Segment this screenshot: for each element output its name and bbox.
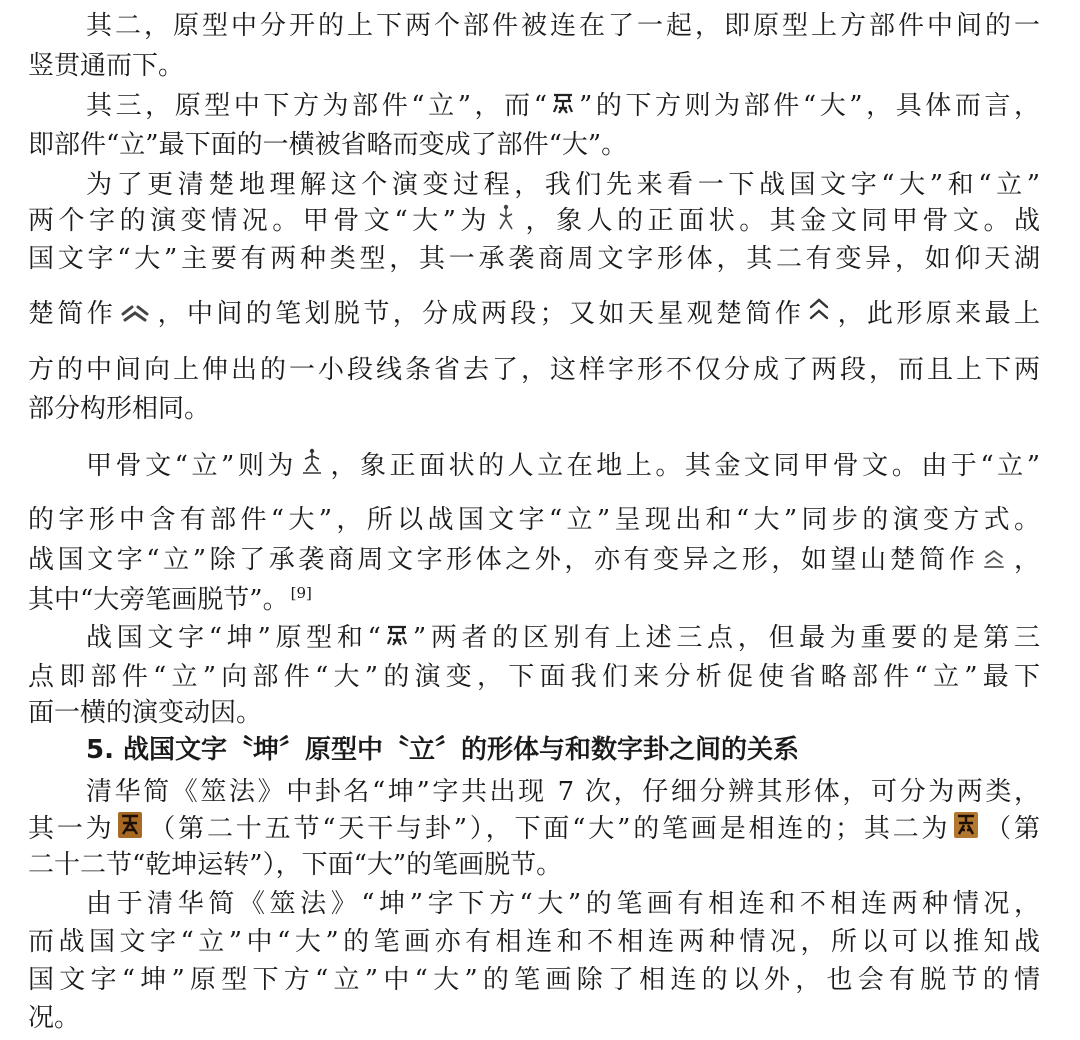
text-segment: 其三，原型中下方为部件“立”，而“ [86,91,547,121]
text-segment: 竖贯通而下。 [28,51,185,81]
text-segment: 楚简作 [28,299,117,329]
text-segment: 点即部件“立”向部件“大”的演变，下面我们来分析促使省略部件“立”最下 [28,662,1040,692]
text-line [28,924,1040,960]
text-segment: 其一为 [28,814,115,844]
text-segment: 面一横的演变动因。 [28,698,263,728]
bamboo-li-glyph [982,543,1006,579]
text-segment: 为了更清楚地理解这个演变过程，我们先来看一下战国文字“大”和“立” [86,170,1040,200]
text-segment: 方的中间向上伸出的一小段线条省去了，这样字形不仅分成了两段，而且上下两 [28,355,1040,385]
text-line [28,202,1040,242]
text-segment: ”的下方则为部件“大”，具体而言， [579,91,1040,121]
text-line [86,8,1040,44]
text-line [28,811,1040,848]
text-segment: 两个字的演变情况。甲骨文“大”为 [28,206,492,236]
text-segment: ，象人的正面状。其金文同甲骨文。战 [521,206,1040,236]
kun-slip-glyph-1 [118,812,142,848]
text-line [28,659,1040,695]
text-segment: 部分构形相同。 [28,394,211,424]
text-line [28,1000,1040,1036]
text-segment: 二十二节“乾坤运转”），下面“大”的笔画脱节。 [28,850,563,880]
text-line [86,620,1040,657]
text-segment: 国文字“坤”原型下方“立”中“大”的笔画除了相连的以外，也会有脱节的情 [28,965,1040,995]
text-line [28,542,1040,579]
text-line [28,847,1040,883]
text-line [28,391,1040,427]
text-segment: 其二，原型中分开的上下两个部件被连在了一起，即原型上方部件中间的一 [86,11,1040,41]
text-line [28,241,1040,277]
text-segment: 的字形中含有部件“大”，所以战国文字“立”呈现出和“大”同步的演变方式。 [28,505,1040,535]
text-segment: 战国文字“坤”原型和“ [86,623,381,653]
text-segment: ，象正面状的人立在地上。其金文同甲骨文。由于“立” [326,451,1040,481]
text-segment: ， [1010,545,1040,575]
text-line [28,48,1040,84]
text-line [28,582,1040,621]
text-line [86,88,1040,125]
text-segment: 战国文字“立”除了承袭商周文字形体之外，亦有变异之形，如望山楚简作 [28,545,979,575]
seal-character-glyph [551,89,575,125]
text-line [28,352,1040,388]
text-segment: 况。 [28,1003,81,1033]
text-segment: ”两者的区别有上述三点，但最为重要的是第三 [412,623,1040,653]
footnote-reference[interactable]: [9] [290,584,312,602]
seal-character-glyph [385,621,409,657]
text-segment: 甲骨文“立”则为 [86,451,297,481]
text-line [28,695,1040,731]
text-line [86,774,1040,810]
text-line [28,502,1040,538]
text-segment: 5. 战国文字〝坤〞原型中〝立〞的形体与和数字卦之间的关系 [86,735,800,765]
text-segment: 即部件“立”最下面的一横被省略而变成了部件“大”。 [28,130,628,160]
text-line [28,962,1040,998]
section-heading [86,732,1040,768]
text-line [86,447,1040,487]
oracle-li-glyph [301,447,323,487]
text-line [28,127,1040,163]
text-segment: ，此形原来最上 [834,299,1040,329]
kun-slip-glyph-2 [954,812,978,848]
text-segment: 清华简《筮法》中卦名“坤”字共出现 7 次，仔细分辨其形体，可分为两类， [86,777,1040,807]
text-line [28,296,1040,334]
text-segment: 国文字“大”主要有两种类型，其一承袭商周文字形体，其二有变异，如仰天湖 [28,244,1040,274]
bamboo-da-glyph-1 [120,297,150,333]
oracle-da-glyph [495,202,517,242]
text-segment: 而战国文字“立”中“大”的笔画亦有相连和不相连两种情况，所以可以推知战 [28,927,1040,957]
text-segment: （第二十五节“天干与卦”），下面“大”的笔画是相连的；其二为 [146,814,951,844]
bamboo-da-glyph-2 [808,296,830,334]
text-segment: 其中“大旁笔画脱节”。 [28,585,289,615]
text-line [86,167,1040,203]
text-segment: 由于清华简《筮法》“坤”字下方“大”的笔画有相连和不相连两种情况， [86,889,1040,919]
text-segment: ，中间的笔划脱节，分成两段；又如天星观楚简作 [154,299,805,329]
text-segment: （第 [982,814,1040,844]
text-line [86,886,1040,922]
